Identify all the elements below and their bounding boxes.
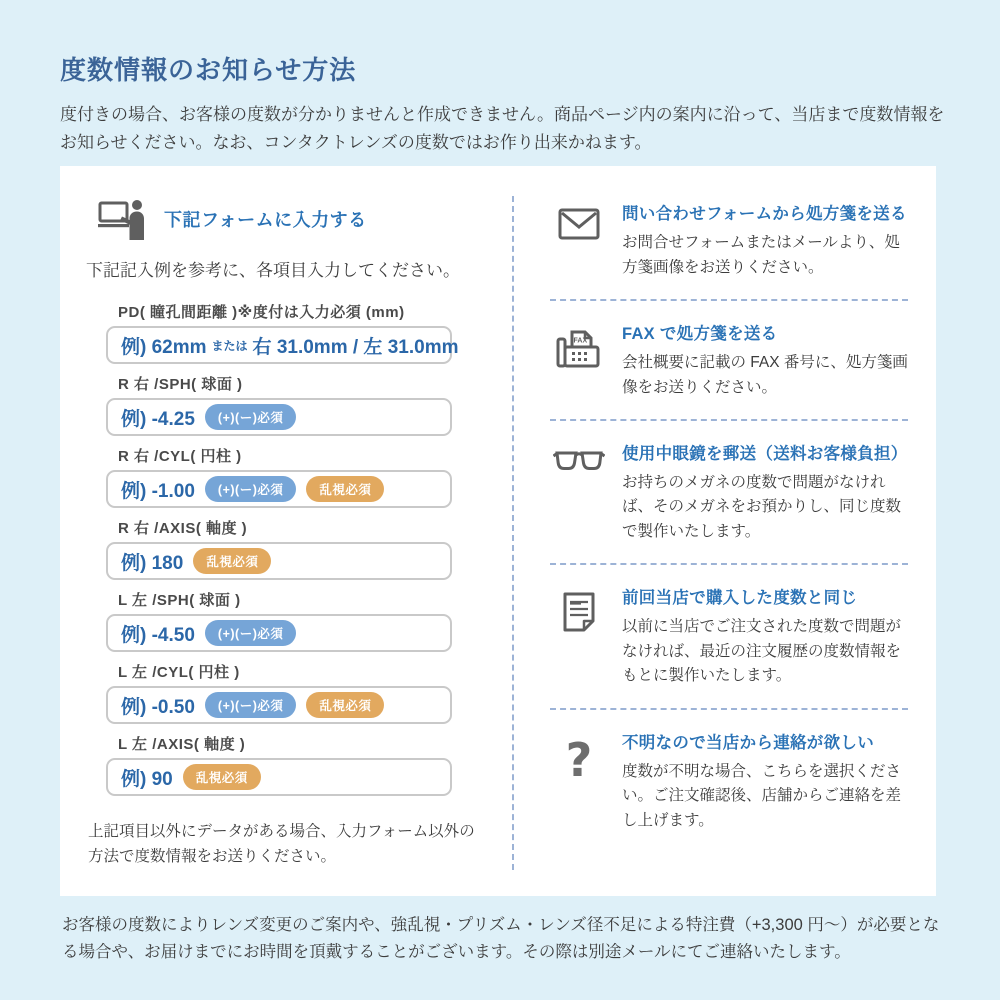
- field-label: L 左 /CYL( 円柱 ): [118, 664, 240, 682]
- astigmatism-required-badge: 乱視必須: [193, 548, 271, 574]
- form-field-row: [106, 517, 452, 580]
- field-example-box[interactable]: [106, 758, 452, 796]
- field-example-box[interactable]: [106, 398, 452, 436]
- method-body: 会社概要に記載の FAX 番号に、処方箋画像をお送りください。: [622, 354, 908, 396]
- form-instruction: 下記記入例を参考に、各項目入力してください。: [86, 261, 460, 281]
- method-body: お持ちのメガネの度数で問題がなければ、そのメガネをお預かりし、同じ度数で製作いたします。: [622, 474, 902, 540]
- method-heading: FAX で処方箋を送る: [622, 325, 778, 344]
- field-example-box[interactable]: [106, 614, 452, 652]
- form-extra-note: 上記項目以外にデータがある場合、入力フォーム以外の方法で度数情報をお送りください。: [88, 823, 475, 865]
- field-example-text: 例) 180: [121, 552, 184, 574]
- astigmatism-required-badge: 乱視必須: [306, 476, 384, 502]
- horizontal-dashed-divider: [550, 708, 908, 710]
- method-text-block: [622, 584, 908, 688]
- form-fields-list: [106, 301, 459, 796]
- intro-text: 度付きの場合、お客様の度数が分かりませんと作成できません。商品ページ内の案内に沿って、当店まで度数情報をお知らせください。なお、コンタクトレンズの度数ではお作り出来かねます。: [60, 105, 945, 152]
- field-example-box[interactable]: [106, 542, 452, 580]
- field-example-text: 右 31.0mm / 左 31.0mm: [252, 336, 459, 358]
- form-field-row: [106, 301, 459, 364]
- method-body: 度数が不明な場合、こちらを選択ください。ご注文確認後、店舗からご連絡を差し上げます。: [622, 762, 902, 829]
- field-example-box[interactable]: [106, 326, 459, 364]
- method-text-block: [622, 320, 908, 400]
- form-section-header: [98, 198, 498, 240]
- field-example-text: 例) -4.50: [121, 624, 195, 646]
- fax-icon: [550, 320, 608, 400]
- method-text-block: [622, 440, 908, 544]
- method-body: 以前に当店でご注文された度数で問題がなければ、最近の注文履歴の度数情報をもとに製作いたします。: [622, 618, 902, 685]
- field-example-box[interactable]: [106, 470, 452, 508]
- document-icon: [550, 584, 608, 688]
- method-item: [550, 729, 908, 833]
- glasses-icon: [550, 440, 608, 544]
- plus-minus-required-badge: (+)(ー)必須: [205, 404, 296, 430]
- field-example-text: または: [211, 338, 248, 353]
- question-icon: ?: [565, 732, 593, 787]
- method-item: [550, 320, 908, 400]
- method-heading: 問い合わせフォームから処方箋を送る: [622, 205, 907, 224]
- astigmatism-required-badge: 乱視必須: [306, 692, 384, 718]
- method-text-block: [622, 200, 908, 280]
- page-title: 度数情報のお知らせ方法: [60, 55, 357, 85]
- alternative-methods-section: [514, 166, 936, 896]
- method-text-block: [622, 729, 908, 833]
- person-presenting-screen-icon: [98, 198, 148, 240]
- field-example-box[interactable]: [106, 686, 452, 724]
- method-heading: 使用中眼鏡を郵送（送料お客様負担）: [622, 445, 908, 463]
- field-label: PD( 瞳孔間距離 )※度付は入力必須 (mm): [118, 304, 405, 322]
- form-field-row: [106, 373, 452, 436]
- field-example-text: 例) 62mm: [121, 336, 207, 358]
- field-label: L 左 /AXIS( 軸度 ): [118, 736, 246, 754]
- field-example-text: 例) -0.50: [121, 696, 195, 718]
- field-label: L 左 /SPH( 球面 ): [118, 592, 241, 610]
- field-label: R 右 /AXIS( 軸度 ): [118, 520, 248, 538]
- plus-minus-required-badge: (+)(ー)必須: [205, 692, 296, 718]
- form-section-heading: 下記フォームに入力する: [164, 210, 367, 231]
- methods-panel: [60, 166, 936, 896]
- field-label: R 右 /SPH( 球面 ): [118, 376, 243, 394]
- horizontal-dashed-divider: [550, 563, 908, 565]
- method-body: お問合せフォームまたはメールより、処方箋画像をお送りください。: [622, 234, 900, 276]
- horizontal-dashed-divider: [550, 299, 908, 301]
- footer-note: お客様の度数によりレンズ変更のご案内や、強乱視・プリズム・レンズ径不足による特注費（+3,300 円〜）が必要となる場合や、お届けまでにお時間を頂戴することがございます。その際は別途メールにてご連絡いたします。: [62, 915, 940, 962]
- method-heading: 前回当店で購入した度数と同じ: [622, 589, 858, 608]
- field-example-text: 例) -1.00: [121, 480, 195, 502]
- form-field-row: [106, 445, 452, 508]
- plus-minus-required-badge: (+)(ー)必須: [205, 620, 296, 646]
- method-heading: 不明なので当店から連絡が欲しい: [622, 733, 874, 752]
- method-item: [550, 200, 908, 280]
- field-label: R 右 /CYL( 円柱 ): [118, 448, 242, 466]
- method-item: [550, 584, 908, 688]
- form-field-row: [106, 589, 452, 652]
- method-item: [550, 440, 908, 544]
- form-example-section: [60, 166, 498, 896]
- svg-text:FAX: FAX: [573, 337, 588, 345]
- astigmatism-required-badge: 乱視必須: [183, 764, 261, 790]
- field-example-text: 例) -4.25: [121, 408, 195, 430]
- horizontal-dashed-divider: [550, 419, 908, 421]
- form-field-row: [106, 733, 452, 796]
- envelope-icon: [550, 200, 608, 280]
- form-field-row: [106, 661, 452, 724]
- plus-minus-required-badge: (+)(ー)必須: [205, 476, 296, 502]
- field-example-text: 例) 90: [121, 768, 173, 790]
